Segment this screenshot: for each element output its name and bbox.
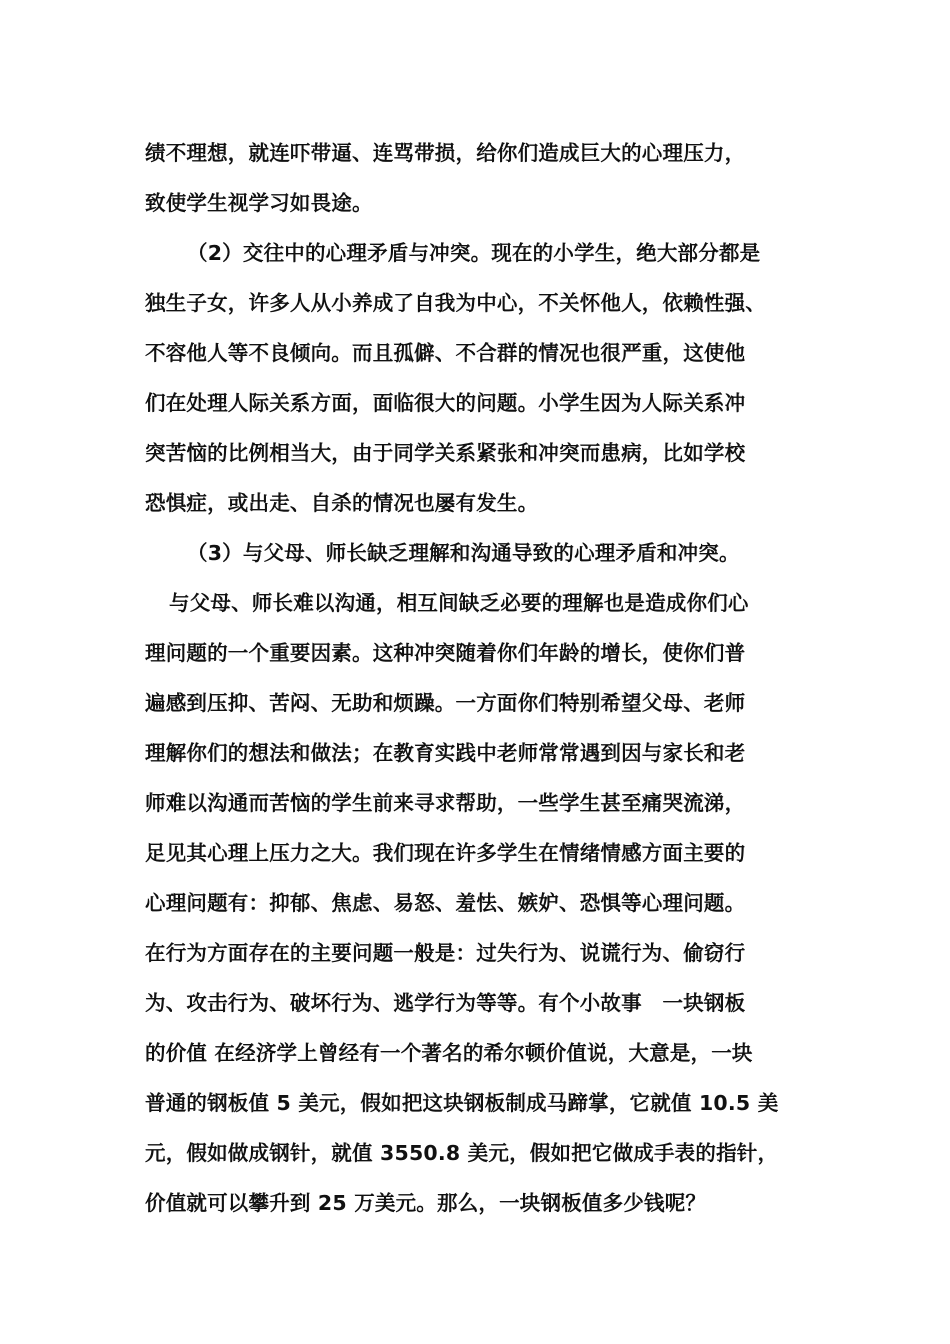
text-line: 突苦恼的比例相当大，由于同学关系紧张和冲突而患病，比如学校 <box>145 441 746 465</box>
text-line: 不容他人等不良倾向。而且孤僻、不合群的情况也很严重，这使他 <box>145 341 746 365</box>
text-line: 们在处理人际关系方面，面临很大的问题。小学生因为人际关系冲 <box>145 391 746 415</box>
text-line: 师难以沟通而苦恼的学生前来寻求帮助，一些学生甚至痛哭流涕， <box>145 791 746 815</box>
text-line: 在行为方面存在的主要问题一般是：过失行为、说谎行为、偷窃行 <box>145 941 746 965</box>
text-line: 为、攻击行为、破坏行为、逃学行为等等。有个小故事 一块钢板 <box>145 991 746 1015</box>
paragraph-heading: （3）与父母、师长缺乏理解和沟通导致的心理矛盾和冲突。 <box>187 541 740 565</box>
text-line: 与父母、师长难以沟通，相互间缺乏必要的理解也是造成你们心 <box>169 591 749 615</box>
text-line: 理问题的一个重要因素。这种冲突随着你们年龄的增长，使你们普 <box>145 641 746 665</box>
text-line: 心理问题有：抑郁、焦虑、易怒、羞怯、嫉妒、恐惧等心理问题。 <box>145 891 746 915</box>
text-line: 普通的钢板值 5 美元，假如把这块钢板制成马蹄掌，它就值 10.5 美 <box>145 1091 779 1115</box>
paragraph-heading: （2）交往中的心理矛盾与冲突。现在的小学生，绝大部分都是 <box>187 241 761 265</box>
text-line: 理解你们的想法和做法；在教育实践中老师常常遇到因与家长和老 <box>145 741 746 765</box>
text-line: 足见其心理上压力之大。我们现在许多学生在情绪情感方面主要的 <box>145 841 746 865</box>
body-text <box>145 128 810 1228</box>
text-line: 遍感到压抑、苦闷、无助和烦躁。一方面你们特别希望父母、老师 <box>145 691 746 715</box>
text-line: 独生子女，许多人从小养成了自我为中心，不关怀他人，依赖性强、 <box>145 291 766 315</box>
text-line: 恐惧症，或出走、自杀的情况也屡有发生。 <box>145 491 539 515</box>
text-line: 致使学生视学习如畏途。 <box>145 191 373 215</box>
text-line: 价值就可以攀升到 25 万美元。那么，一块钢板值多少钱呢？ <box>145 1191 707 1215</box>
text-line: 元，假如做成钢针，就值 3550.8 美元，假如把它做成手表的指针， <box>145 1141 779 1165</box>
text-line: 的价值 在经济学上曾经有一个著名的希尔顿价值说，大意是，一块 <box>145 1041 753 1065</box>
text-line: 绩不理想，就连吓带逼、连骂带损，给你们造成巨大的心理压力， <box>145 141 746 165</box>
